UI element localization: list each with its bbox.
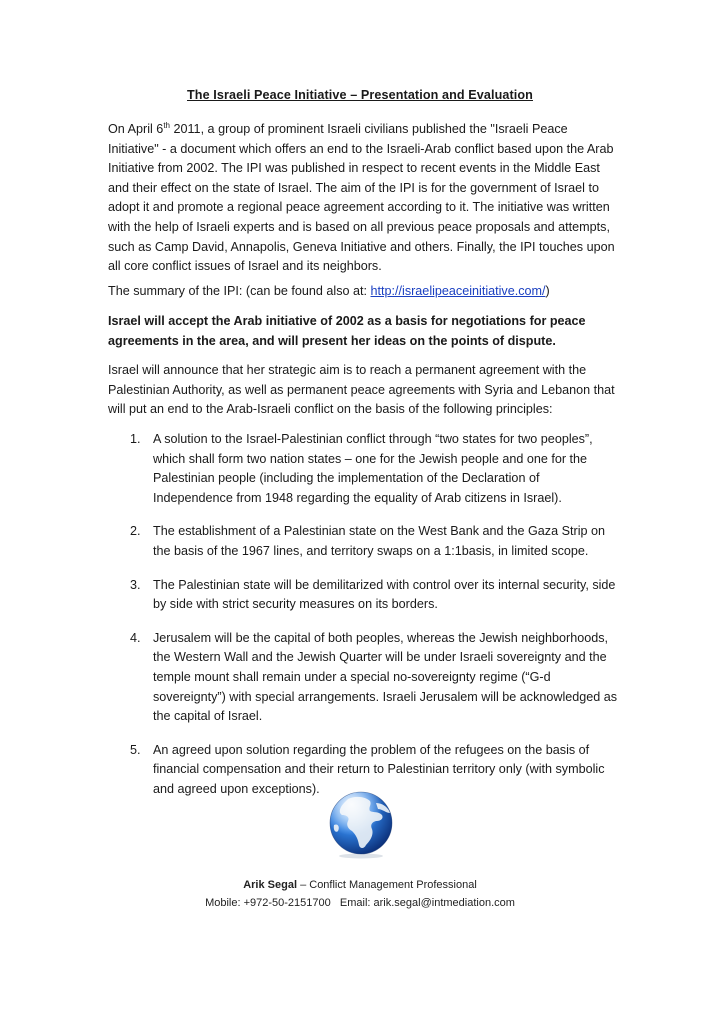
principle-number: 1. (130, 432, 141, 446)
globe-icon (326, 789, 396, 859)
principle-text: A solution to the Israel-Palestinian conflict through “two states for two peoples”, which shall form two nation states – one for the Jewish people and one for the Palestinian people (including the implementation of the Declaration of Independence from 1948 regarding the equality of Arab citizens in Israel). (153, 432, 593, 505)
announcement-paragraph: Israel will announce that her strategic aim is to reach a permanent agreement with the Palestinian Authority, as well as permanent peace agreements with Syria and Lebanon that will put an end to the Arab-Israeli conflict on the basis of the following principles: (108, 363, 615, 417)
principle-item (108, 629, 618, 727)
summary-suffix: ) (545, 284, 550, 298)
contact-line: Mobile: +972-50-2151700 Email: arik.segal@intmediation.com (205, 897, 515, 909)
principle-number: 4. (130, 630, 141, 645)
footer (0, 876, 720, 912)
principle-number: 3. (130, 577, 141, 592)
principle-text: The Palestinian state will be demilitarized with control over its internal security, side by side with strict security measures on its borders. (153, 577, 616, 612)
summary-prefix: The summary of the IPI: (can be found also at: (108, 284, 371, 298)
principles-list (108, 430, 618, 814)
intro-superscript: th (163, 120, 170, 130)
intro-lead: On April 6 (108, 122, 164, 136)
principle-text: Jerusalem will be the capital of both peoples, whereas the Jewish neighborhoods, the Western Wall and the Jewish Quarter will be under Israeli sovereignty and the temple mount shall remain under a special no-sovereignty regime (“G-d sovereignty”) with special arrangements. Israeli Jerusalem will be acknowledged as the capital of Israel. (153, 630, 618, 724)
principle-number: 2. (130, 524, 141, 539)
author-line (0, 876, 720, 894)
intro-rest: 2011, a group of prominent Israeli civilians published the "Israeli Peace Initiative" - a document which offers an end to the Israeli-Arab conflict based upon the Arab Initiative from 2002. The IPI was published in respect to recent events in the Middle East and their effect on the state of Israel. The aim of the IPI is for the government of Israel to adopt it and promote a regional peace agreement according to it. The initiative was written with the help of Israeli experts and is based on all previous peace proposals and attempts, such as Camp David, Annapolis, Geneva Initiative and others. Finally, the IPI touches upon all core conflict issues of Israel and its neighbors. (108, 122, 615, 274)
bold-statement: Israel will accept the Arab initiative of 2002 as a basis for negotiations for peace agreements in the area, and will present her ideas on the points of dispute. (108, 314, 586, 348)
principle-text: An agreed upon solution regarding the problem of the refugees on the basis of financial compensation and their return to Palestinian territory only (with symbolic and agreed upon exceptions). (153, 742, 605, 796)
intro-paragraph (108, 120, 618, 277)
principle-item (108, 430, 618, 508)
principle-item (108, 522, 618, 561)
principle-text: The establishment of a Palestinian state on the West Bank and the Gaza Strip on the basis of the 1967 lines, and territory swaps on a 1:1basis, in limited scope. (153, 524, 606, 558)
author-role: – Conflict Management Professional (297, 879, 477, 891)
author-name: Arik Segal (243, 879, 298, 891)
summary-paragraph (108, 282, 618, 302)
principle-number: 5. (130, 742, 141, 757)
principle-item (108, 576, 618, 615)
ipi-website-link[interactable]: http://israelipeaceinitiative.com/ (370, 284, 546, 298)
document-title: The Israeli Peace Initiative – Presentation and Evaluation (187, 88, 533, 102)
